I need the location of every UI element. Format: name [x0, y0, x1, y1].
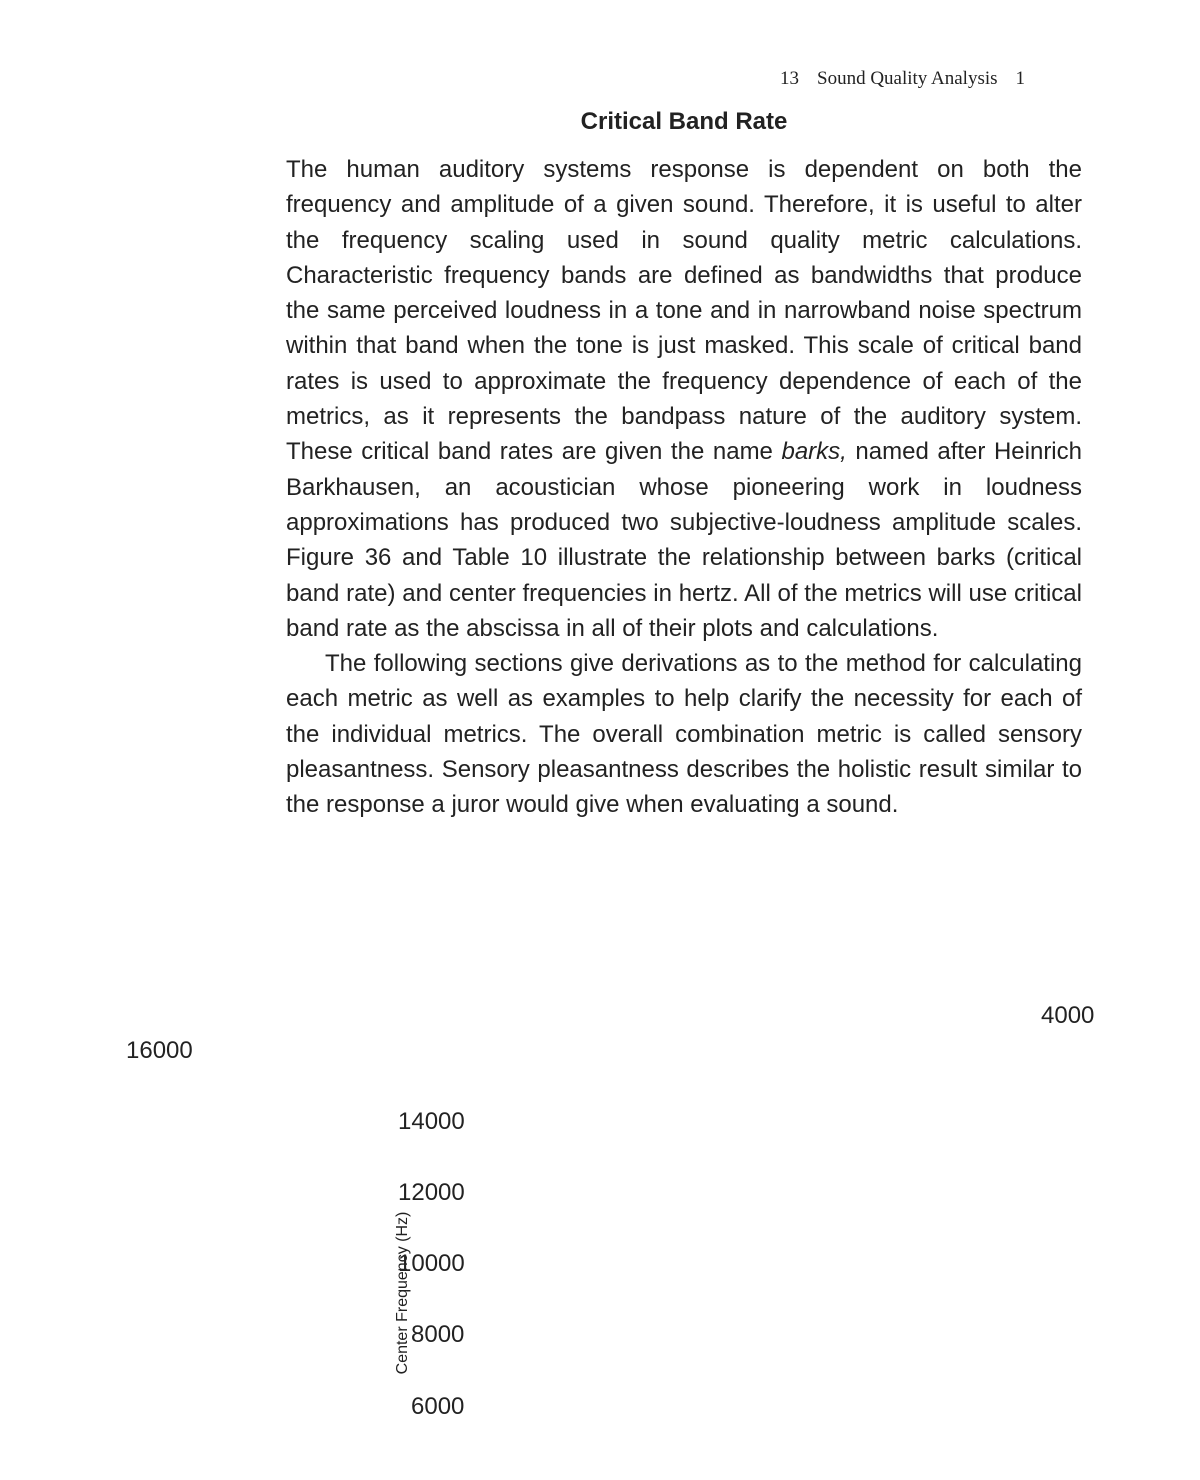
paragraph-2: The following sections give derivations as to the method for calculating each metric as well as examples to help clarify the necessity for each of the individual metrics. The overall combination metric is called sensory pleasantness. Sensory pleasantness describes the holistic result similar to the response a juror would give when evaluating a sound.	[286, 650, 1082, 819]
body-text	[286, 152, 1082, 823]
chapter-number: 13	[780, 68, 799, 89]
running-header	[780, 68, 1025, 90]
paragraph-1-text-b: named after Heinrich Barkhausen, an acoustician whose pioneering work in loudness approximations has produced two subjective-loudness amplitude scales. Figure 36 and Table 10 illustrate the relationship between barks (critical band rate) and center frequencies in hertz. All of the metrics will use critical band rate as the abscissa in all of their plots and calculations.	[286, 438, 1082, 642]
tick-label-16000: 16000	[126, 1037, 193, 1064]
section-title: Critical Band Rate	[580, 108, 788, 135]
paragraph-1-text-a: The human auditory systems response is dependent on both the frequency and amplitude of a given sound. Therefore, it is useful to alter the frequency scaling used in sound quality metric calculations. Characteristic frequency bands are defined as bandwidths that produce the same perceived loudness in a tone and in narrowband noise spectrum within that band when the tone is just masked. This scale of critical band rates is used to approximate the frequency dependence of each of the metrics, as it represents the bandpass nature of the auditory system. These critical band rates are given the name	[286, 156, 1082, 466]
y-axis-label: Center Frequency (Hz)	[394, 1211, 411, 1375]
tick-label-10000: 10000	[398, 1250, 465, 1277]
tick-label-4000: 4000	[1041, 1002, 1095, 1029]
tick-label-12000: 12000	[398, 1179, 465, 1206]
tick-label-8000: 8000	[411, 1321, 465, 1348]
tick-label-6000: 6000	[411, 1393, 465, 1420]
barks-term: barks,	[781, 438, 847, 466]
chapter-title: Sound Quality Analysis	[817, 68, 998, 89]
tick-label-14000: 14000	[398, 1108, 465, 1135]
page-number: 1	[1015, 68, 1026, 89]
paragraph-1	[286, 152, 1082, 646]
